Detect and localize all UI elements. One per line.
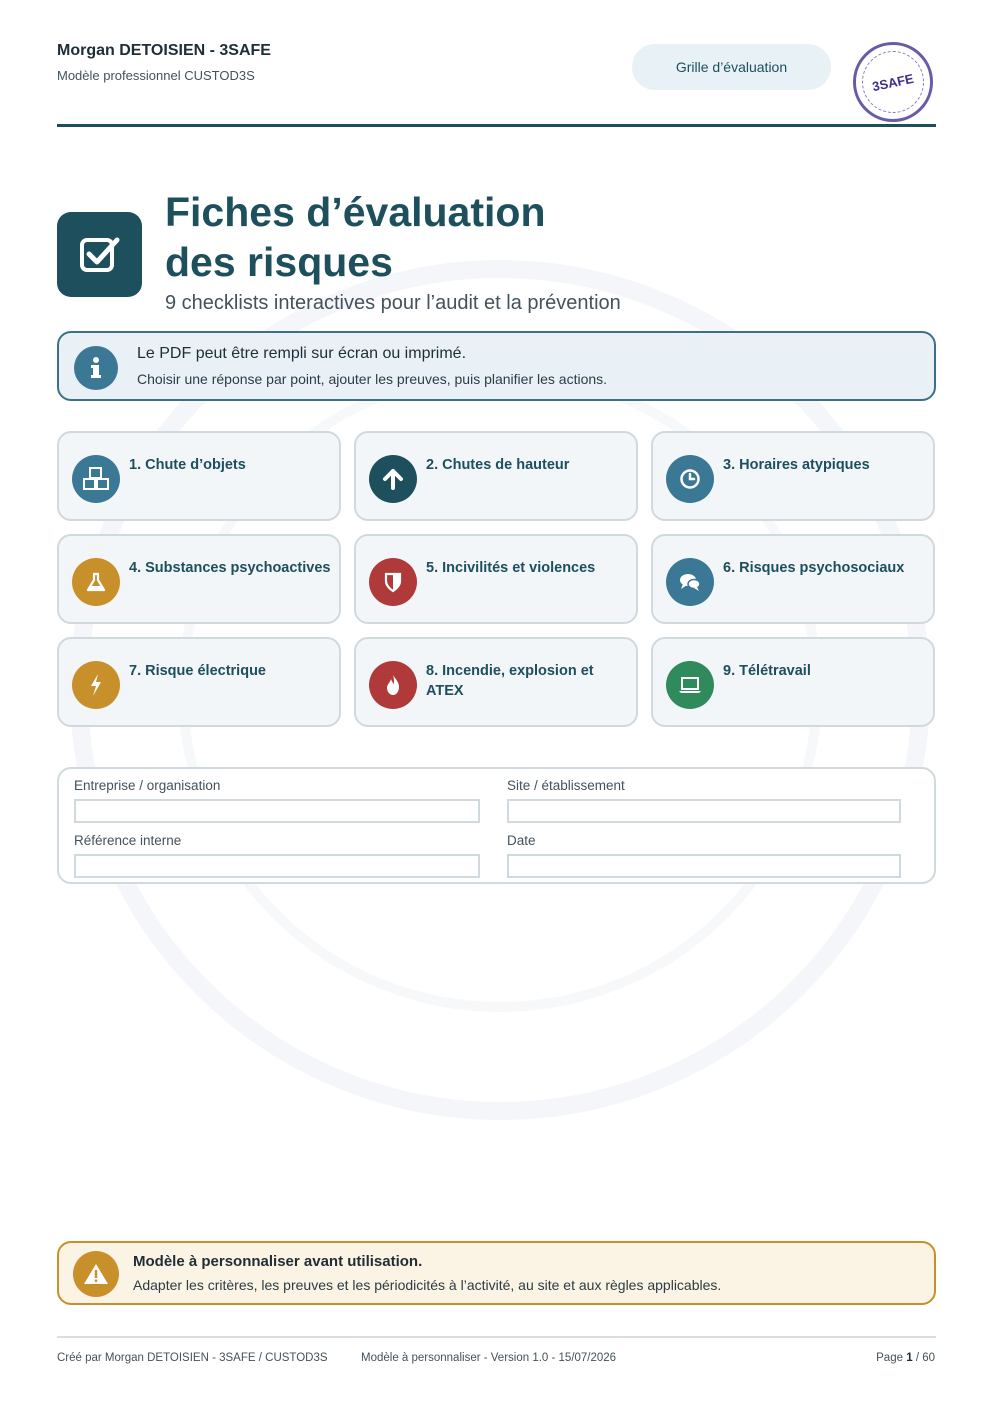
card-teletravail[interactable] [651, 637, 935, 727]
card-label: 7. Risque électrique [129, 663, 266, 679]
info-banner [57, 331, 936, 401]
boxes-icon [72, 455, 120, 503]
card-label: 3. Horaires atypiques [723, 457, 870, 473]
company-label: Entreprise / organisation [74, 778, 221, 793]
reference-input[interactable] [74, 854, 480, 878]
clock-icon [666, 455, 714, 503]
card-risques-psychosociaux[interactable] [651, 534, 935, 624]
warning-text: Adapter les critères, les preuves et les périodicités à l’activité, au site et aux règles applicables. [133, 1277, 722, 1293]
page-number [876, 1352, 935, 1364]
card-horaires-atypiques[interactable] [651, 431, 935, 521]
page-header [57, 42, 936, 127]
info-title: Le PDF peut être rempli sur écran ou imprimé. [137, 345, 467, 362]
chat-bubbles-icon [666, 558, 714, 606]
reference-label: Référence interne [74, 833, 182, 848]
evaluation-grid-button[interactable]: Grille d’évaluation [632, 44, 831, 90]
company-seal-logo [853, 42, 933, 122]
card-label: 4. Substances psychoactives [129, 560, 331, 576]
flame-icon [369, 661, 417, 709]
info-icon [74, 346, 118, 390]
lightning-icon [72, 661, 120, 709]
card-label: 1. Chute d’objets [129, 457, 246, 473]
site-input[interactable] [507, 799, 901, 823]
company-input[interactable] [74, 799, 480, 823]
organisation-form [57, 767, 936, 884]
date-input[interactable] [507, 854, 901, 878]
card-risque-electrique[interactable] [57, 637, 341, 727]
card-label: 9. Télétravail [723, 663, 811, 679]
card-substances-psychoactives[interactable] [57, 534, 341, 624]
card-incendie-explosion-atex[interactable] [354, 637, 638, 727]
footer-divider [57, 1336, 936, 1338]
checklist-grid [57, 431, 936, 728]
model-name: Modèle professionnel CUSTOD3S [57, 68, 255, 83]
card-label: 5. Incivilités et violences [426, 560, 596, 576]
card-label: 6. Risques psychosociaux [723, 560, 905, 576]
warning-title: Modèle à personnaliser avant utilisation. [133, 1253, 423, 1270]
page-current: 1 [906, 1352, 913, 1364]
page-title-line2: des risques [165, 239, 393, 285]
checkbox-icon [57, 212, 142, 297]
warning-banner [57, 1241, 936, 1305]
site-label: Site / établissement [507, 778, 625, 793]
page-label: Page [876, 1352, 903, 1364]
seal-text: 3SAFE [870, 70, 916, 94]
arrow-up-icon [369, 455, 417, 503]
flask-icon [72, 558, 120, 606]
footer-author: Créé par Morgan DETOISIEN - 3SAFE / CUSTOD3S [57, 1352, 328, 1364]
page-title-line1: Fiches d’évaluation [165, 189, 546, 235]
page-total: / 60 [915, 1352, 935, 1364]
warning-icon [73, 1251, 119, 1297]
info-text: Choisir une réponse par point, ajouter les preuves, puis planifier les actions. [137, 371, 608, 387]
card-incivilites-violences[interactable] [354, 534, 638, 624]
page-subtitle: 9 checklists interactives pour l’audit et la prévention [165, 292, 621, 314]
card-label: 2. Chutes de hauteur [426, 457, 570, 473]
author-name: Morgan DETOISIEN - 3SAFE [57, 42, 271, 59]
laptop-icon [666, 661, 714, 709]
shield-icon [369, 558, 417, 606]
footer-version: Modèle à personnaliser - Version 1.0 - 15/07/2026 [361, 1352, 617, 1364]
date-label: Date [507, 833, 536, 848]
card-chute-objets[interactable] [57, 431, 341, 521]
card-chutes-hauteur[interactable] [354, 431, 638, 521]
card-label: 8. Incendie, explosion et ATEX [426, 663, 594, 699]
